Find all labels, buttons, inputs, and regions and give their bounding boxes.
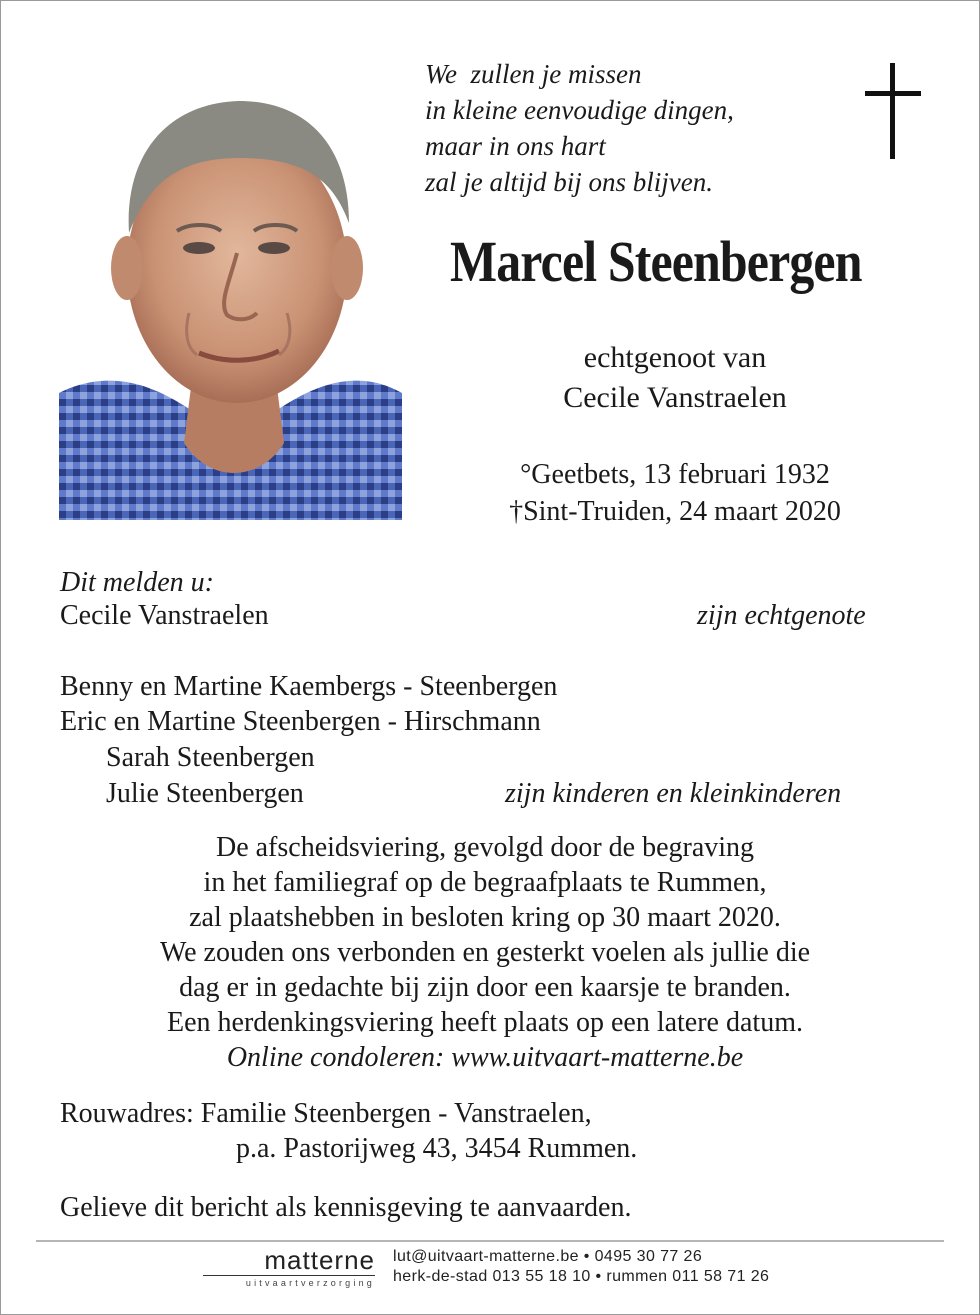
grandchild-line: Sarah Steenbergen [106, 742, 315, 773]
ceremony-line: in het familiegraf op de begraafplaats te Rummen, [203, 867, 767, 898]
address-line: Rouwadres: Familie Steenbergen - Vanstraelen, [60, 1098, 592, 1129]
dates-block [440, 456, 910, 530]
spouse-name: Cecile Vanstraelen [563, 381, 787, 414]
portrait-photo [59, 63, 402, 520]
logo-underline [203, 1275, 375, 1276]
deceased-name: Marcel Steenbergen [450, 229, 862, 294]
ceremony-line: zal plaatshebben in besloten kring op 30 maart 2020. [189, 902, 781, 933]
closing-note: Gelieve dit bericht als kennisgeving te aanvaarden. [60, 1192, 632, 1223]
poem-line: maar in ons hart [425, 131, 606, 161]
children-role: zijn kinderen en kleinkinderen [505, 778, 842, 809]
cross-icon [865, 63, 921, 159]
ceremony-line: Een herdenkingsviering heeft plaats op een latere datum. [167, 1007, 803, 1038]
contact-line: herk-de-stad 013 55 18 10 • rummen 011 58 71 26 [393, 1268, 770, 1285]
poem-line: We zullen je missen [425, 59, 642, 89]
poem [425, 56, 734, 200]
announcers-intro: Dit melden u: [60, 567, 214, 598]
poem-line: in kleine eenvoudige dingen, [425, 95, 734, 125]
ceremony-line: We zouden ons verbonden en gesterkt voelen als jullie die [159, 937, 811, 968]
announcer-spouse: Cecile Vanstraelen [60, 600, 269, 631]
address-line: p.a. Pastorijweg 43, 3454 Rummen. [236, 1133, 638, 1164]
birth-date: °Geetbets, 13 februari 1932 [520, 459, 830, 490]
ceremony-line: dag er in gedachte bij zijn door een kaarsje te branden. [179, 972, 791, 1003]
logo-word: matterne [264, 1245, 375, 1275]
child-line: Eric en Martine Steenbergen - Hirschmann [60, 706, 541, 737]
ceremony-line: De afscheidsviering, gevolgd door de begraving [215, 832, 755, 863]
death-date: †Sint-Truiden, 24 maart 2020 [509, 496, 841, 527]
contact-line: lut@uitvaart-matterne.be • 0495 30 77 26 [393, 1248, 703, 1265]
grandchild-line: Julie Steenbergen [106, 778, 304, 809]
relation-label: echtgenoot van [583, 341, 767, 374]
spouse-block [440, 338, 910, 418]
poem-line: zal je altijd bij ons blijven. [425, 167, 713, 197]
online-condolence[interactable]: Online condoleren: www.uitvaart-matterne.be [226, 1042, 744, 1073]
footer-divider [36, 1240, 944, 1242]
child-line: Benny en Martine Kaembergs - Steenbergen [60, 671, 558, 702]
ceremony-text [40, 830, 930, 1075]
announcer-spouse-role: zijn echtgenote [697, 600, 866, 631]
logo-subtitle: uitvaartverzorging [245, 1278, 375, 1288]
matterne-logo [203, 1245, 375, 1291]
